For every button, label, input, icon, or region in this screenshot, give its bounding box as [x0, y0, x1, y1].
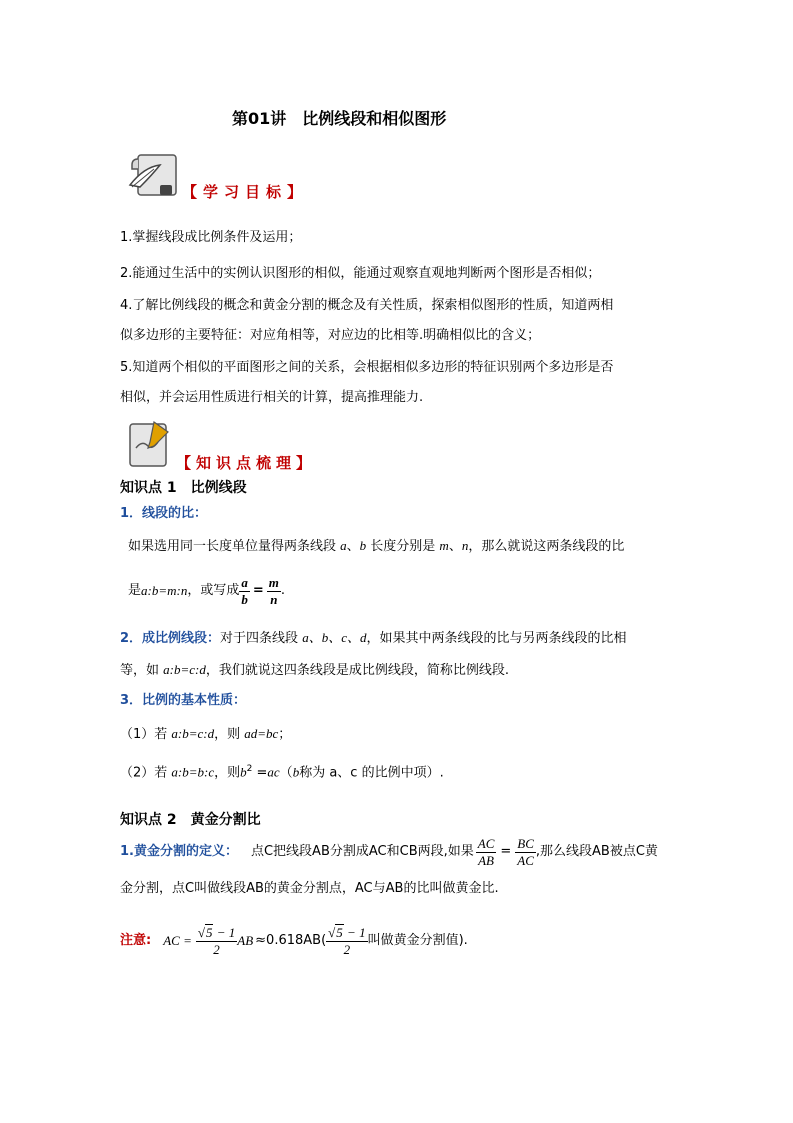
- goal-item: 似多边形的主要特征：对应角相等，对应边的比相等.明确相似比的含义；: [120, 328, 541, 343]
- paragraph-line: （2）若 a:b=b:c，则$b^2 =ac(b$称为 a、c 的比例中项）.: [120, 764, 444, 781]
- paragraph-line: 如果选用同一长度单位量得两条线段 a、b 长度分别是 m、n，那么就说这两条线段的比: [128, 538, 625, 554]
- fraction: $\frac{a}{b}$: [241, 574, 248, 607]
- section-heading: 知识点 1 比例线段: [120, 480, 247, 496]
- subheading: 3．比例的基本性质：: [120, 693, 247, 708]
- paragraph-line: 1.黄金分割的定义： 点C把线段AB分割成AC和CB两段,如果 $\frac{AC}{AB}$ = $\frac{BC}{AC}$ ,那么线段AB被点C黄: [120, 835, 658, 868]
- fraction: $\frac{m}{n}$: [268, 574, 279, 607]
- subheading: 1．线段的比：: [120, 506, 208, 521]
- fraction: $\frac{BC}{AC}$: [517, 835, 534, 868]
- knowledge-banner: 【知识点梳理】: [176, 454, 317, 472]
- notepad-pencil-icon: [124, 418, 174, 470]
- paragraph-line: 2．成比例线段：对于四条线段 a、b、c、d，如果其中两条线段的比与另两条线段的比相: [120, 630, 627, 646]
- goal-item: 相似，并会运用性质进行相关的计算，提高推理能力.: [120, 390, 424, 405]
- paragraph-line: 等，如 a:b=c:d，我们就说这四条线段是成比例线段，简称比例线段.: [120, 662, 509, 678]
- goal-item: 2.能通过生活中的实例认识图形的相似，能通过观察直观地判断两个图形是否相似；: [120, 266, 601, 281]
- paragraph-line: 是 a:b=m:n ，或写成 $\frac{a}{b}$ = $\frac{m}{n}$ .: [128, 574, 286, 607]
- paragraph-line: 金分割，点C叫做线段AB的黄金分割点，AC与AB的比叫做黄金比.: [120, 881, 499, 896]
- page-title: 第01讲 比例线段和相似图形: [232, 109, 447, 128]
- section-heading: 知识点 2 黄金分割比: [120, 812, 261, 828]
- goal-item: 5.知道两个相似的平面图形之间的关系，会根据相似多边形的特征识别两个多边形是否: [120, 360, 614, 375]
- paragraph-line: 注意: AC = $\frac{√5 - 1}{2}$ AB ≈0.618AB( $\frac{√5 - 1}{2}$ 叫做黄金分割值).: [120, 924, 468, 957]
- fraction: $\frac{√5 - 1}{2}$: [197, 924, 236, 957]
- fraction: $\frac{√5 - 1}{2}$: [328, 924, 366, 957]
- paragraph-line: （1）若 a:b=c:d，则 ad=bc；: [120, 726, 292, 742]
- scroll-quill-icon: [124, 151, 184, 203]
- goal-item: 4.了解比例线段的概念和黄金分割的概念及有关性质，探索相似图形的性质，知道两相: [120, 298, 614, 313]
- fraction: $\frac{AC}{AB}$: [477, 835, 495, 868]
- goals-banner: 【学习目标】: [182, 183, 309, 201]
- goal-item: 1.掌握线段成比例条件及运用；: [120, 230, 302, 245]
